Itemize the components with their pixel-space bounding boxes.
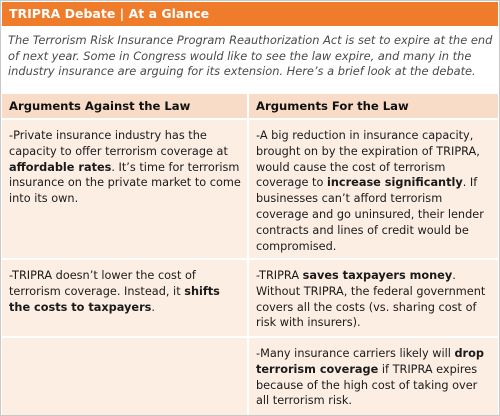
against-2-emphasis: shifts the costs to taxpayers [9, 284, 220, 314]
column-header-against: Arguments Against the Law [2, 94, 247, 118]
against-2-text: -TRIPRA doesn’t lower the cost of terrorism coverage. Instead, it [9, 269, 196, 298]
against-cell-1 [2, 120, 247, 258]
for-1-text-end: . If businesses can’t afford terrorism coverage and go uninsured, their lender contracts and lines of credit would be compromised. [256, 176, 484, 253]
against-cell-3-empty [2, 338, 247, 415]
against-1-emphasis: affordable rates [9, 160, 112, 174]
against-1-text: -Private insurance industry has the capacity to offer terrorism coverage at [9, 129, 228, 158]
intro-text: The Terrorism Risk Insurance Program Reauthorization Act is set to expire at the end of next year. Some in Congress would like to see the law expire, and many in the industry insurance are arguing for its extension. Here’s a brief look at the debate. [2, 26, 498, 92]
against-1-text-end: . It’s time for terrorism insurance on the private market to come into its own. [9, 160, 241, 206]
against-cell-2 [2, 260, 247, 336]
for-1-text: -A big reduction in insurance capacity, brought on by the expiration of TRIPRA, would cause the cost of terrorism coverage to [256, 129, 480, 190]
against-2-text-end: . [151, 300, 155, 314]
for-cell-2 [249, 260, 498, 336]
for-3-text: -Many insurance carriers likely will [256, 347, 455, 360]
for-cell-1 [249, 120, 498, 258]
for-1-emphasis: increase significantly [326, 176, 463, 190]
for-3-text-end: if TRIPRA expires because of the high cost of taking over all terrorism risk. [256, 362, 478, 408]
for-2-text-end: . Without TRIPRA, the federal government covers all the costs (vs. sharing cost of risk with insurers). [256, 269, 486, 330]
column-header-for: Arguments For the Law [249, 94, 498, 118]
table-title: TRIPRA Debate | At a Glance [2, 2, 498, 26]
for-2-emphasis: saves taxpayers money [302, 269, 453, 282]
for-3-emphasis: drop terrorism coverage [256, 347, 484, 376]
for-2-text: -TRIPRA [256, 269, 303, 282]
for-cell-3 [249, 338, 498, 415]
